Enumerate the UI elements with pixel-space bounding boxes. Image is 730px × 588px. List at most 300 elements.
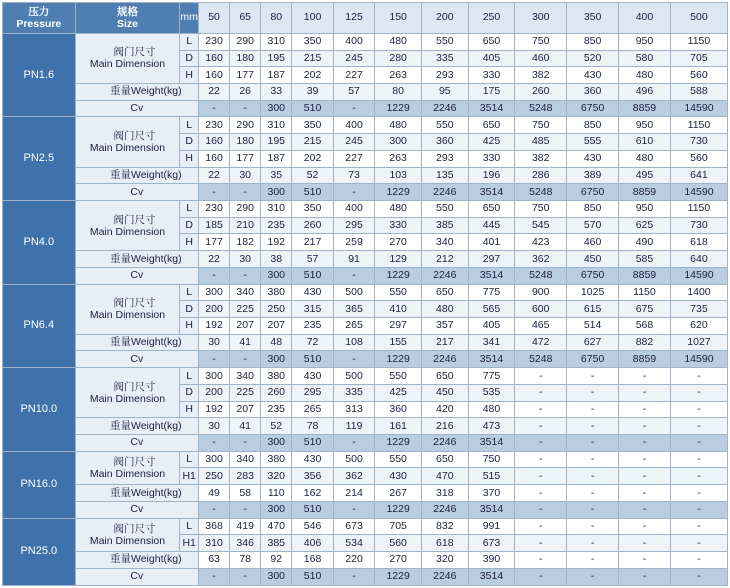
value-cell: 310 <box>261 33 292 50</box>
value-cell: 3514 <box>468 184 515 201</box>
value-cell: 850 <box>567 117 619 134</box>
value-cell: 340 <box>230 368 261 385</box>
value-cell: 200 <box>199 301 230 318</box>
value-cell: - <box>230 184 261 201</box>
value-cell: 350 <box>292 33 333 50</box>
value-cell: - <box>199 435 230 452</box>
value-cell: 882 <box>619 334 671 351</box>
value-cell: 730 <box>670 134 727 151</box>
dimension-code: D <box>180 217 199 234</box>
value-cell: 570 <box>567 217 619 234</box>
value-cell: 310 <box>199 535 230 552</box>
value-cell: 14590 <box>670 100 727 117</box>
value-cell: 2246 <box>421 100 468 117</box>
value-cell: 250 <box>199 468 230 485</box>
value-cell: 49 <box>199 485 230 502</box>
value-cell: 30 <box>199 334 230 351</box>
main-dimension-label <box>75 451 180 484</box>
value-cell: 650 <box>468 200 515 217</box>
value-cell: - <box>515 535 567 552</box>
value-cell: 235 <box>292 318 333 335</box>
data-row <box>3 552 728 569</box>
value-cell: 465 <box>515 318 567 335</box>
value-cell: - <box>670 435 727 452</box>
value-cell: - <box>619 535 671 552</box>
value-cell: 310 <box>261 200 292 217</box>
value-cell: 180 <box>230 50 261 67</box>
value-cell: 430 <box>567 150 619 167</box>
value-cell: 3514 <box>468 501 515 518</box>
value-cell: 5248 <box>515 267 567 284</box>
main-dimension-label-cn: 阀门尺寸 <box>113 129 156 142</box>
value-cell: 1229 <box>375 501 422 518</box>
data-row <box>3 100 728 117</box>
value-cell: 263 <box>375 150 422 167</box>
value-cell: 1400 <box>670 284 727 301</box>
value-cell: 510 <box>292 184 333 201</box>
value-cell: - <box>567 368 619 385</box>
value-cell: 473 <box>468 418 515 435</box>
value-cell: 14590 <box>670 351 727 368</box>
value-cell: 293 <box>421 150 468 167</box>
dimension-code: D <box>180 50 199 67</box>
value-cell: 210 <box>230 217 261 234</box>
value-cell: 330 <box>468 150 515 167</box>
value-cell: 425 <box>375 384 422 401</box>
value-cell: 91 <box>333 251 374 268</box>
spec-table-body <box>3 3 728 586</box>
value-cell: 362 <box>515 251 567 268</box>
value-cell: - <box>199 568 230 585</box>
value-cell: - <box>567 501 619 518</box>
value-cell: 160 <box>199 134 230 151</box>
data-row <box>3 568 728 585</box>
value-cell: - <box>567 568 619 585</box>
value-cell: 580 <box>619 50 671 67</box>
main-dimension-label-en: Main Dimension <box>89 392 166 405</box>
value-cell: - <box>567 384 619 401</box>
value-cell: - <box>619 418 671 435</box>
value-cell: 545 <box>515 217 567 234</box>
value-cell: 30 <box>230 251 261 268</box>
value-cell: 510 <box>292 100 333 117</box>
value-cell: 215 <box>292 50 333 67</box>
main-dimension-label-cn: 阀门尺寸 <box>113 213 156 226</box>
value-cell: 216 <box>421 418 468 435</box>
main-dimension-label <box>75 33 180 83</box>
value-cell: - <box>230 351 261 368</box>
dimension-code: H <box>180 401 199 418</box>
value-cell: 730 <box>670 217 727 234</box>
value-cell: - <box>515 468 567 485</box>
value-cell: 340 <box>230 451 261 468</box>
value-cell: 650 <box>421 451 468 468</box>
value-cell: 39 <box>292 83 333 100</box>
value-cell: - <box>670 401 727 418</box>
value-cell: 430 <box>292 284 333 301</box>
value-cell: 195 <box>261 50 292 67</box>
value-cell: - <box>670 518 727 535</box>
value-cell: 495 <box>619 167 671 184</box>
value-cell: 485 <box>515 134 567 151</box>
value-cell: 22 <box>199 167 230 184</box>
value-cell: 568 <box>619 318 671 335</box>
value-cell: - <box>515 384 567 401</box>
value-cell: 300 <box>261 568 292 585</box>
value-cell: 450 <box>567 251 619 268</box>
value-cell: 585 <box>619 251 671 268</box>
value-cell: 8859 <box>619 267 671 284</box>
value-cell: 119 <box>333 418 374 435</box>
weight-label: 重量Weight(kg) <box>75 485 198 502</box>
main-dimension-label <box>75 117 180 167</box>
value-cell: 385 <box>261 535 292 552</box>
main-dimension-label-cn: 阀门尺寸 <box>113 522 156 535</box>
value-cell: 1150 <box>670 117 727 134</box>
value-cell: 5248 <box>515 184 567 201</box>
value-cell: 510 <box>292 568 333 585</box>
value-cell: 490 <box>619 234 671 251</box>
data-row <box>3 501 728 518</box>
value-cell: 500 <box>333 451 374 468</box>
value-cell: - <box>199 351 230 368</box>
value-cell: 380 <box>261 284 292 301</box>
value-cell: 735 <box>670 301 727 318</box>
value-cell: 560 <box>670 150 727 167</box>
value-cell: 182 <box>230 234 261 251</box>
value-cell: 510 <box>292 501 333 518</box>
value-cell: - <box>515 401 567 418</box>
value-cell: 260 <box>261 384 292 401</box>
value-cell: 196 <box>468 167 515 184</box>
value-cell: 425 <box>468 134 515 151</box>
value-cell: - <box>670 485 727 502</box>
value-cell: 480 <box>468 401 515 418</box>
value-cell: 6750 <box>567 351 619 368</box>
value-cell: 300 <box>261 435 292 452</box>
dimension-code: H <box>180 234 199 251</box>
value-cell: 360 <box>375 401 422 418</box>
value-cell: 177 <box>230 67 261 84</box>
value-cell: 705 <box>375 518 422 535</box>
value-cell: 207 <box>230 401 261 418</box>
value-cell: 510 <box>292 351 333 368</box>
weight-label: 重量Weight(kg) <box>75 552 198 569</box>
value-cell: 850 <box>567 33 619 50</box>
value-cell: 293 <box>421 67 468 84</box>
value-cell: 850 <box>567 200 619 217</box>
value-cell: - <box>199 501 230 518</box>
value-cell: 600 <box>515 301 567 318</box>
value-cell: 245 <box>333 134 374 151</box>
value-cell: - <box>567 535 619 552</box>
value-cell: 270 <box>375 552 422 569</box>
cv-label: Cv <box>75 100 198 117</box>
value-cell: 673 <box>333 518 374 535</box>
data-row <box>3 117 728 134</box>
value-cell: 2246 <box>421 501 468 518</box>
value-cell: - <box>670 501 727 518</box>
value-cell: 430 <box>292 368 333 385</box>
value-cell: 38 <box>261 251 292 268</box>
data-row <box>3 368 728 385</box>
main-dimension-label-en: Main Dimension <box>89 534 166 547</box>
value-cell: 300 <box>199 451 230 468</box>
value-cell: 2246 <box>421 184 468 201</box>
value-cell: - <box>619 451 671 468</box>
value-cell: 283 <box>230 468 261 485</box>
value-cell: 618 <box>421 535 468 552</box>
value-cell: 160 <box>199 150 230 167</box>
main-dimension-label-cn: 阀门尺寸 <box>113 297 156 310</box>
value-cell: 300 <box>261 351 292 368</box>
value-cell: 380 <box>261 451 292 468</box>
value-cell: 220 <box>333 552 374 569</box>
value-cell: 500 <box>333 284 374 301</box>
value-cell: 260 <box>515 83 567 100</box>
data-row <box>3 334 728 351</box>
value-cell: 470 <box>421 468 468 485</box>
value-cell: 41 <box>230 418 261 435</box>
size-column-header: 65 <box>230 3 261 34</box>
main-dimension-label-en: Main Dimension <box>89 141 166 154</box>
value-cell: - <box>515 518 567 535</box>
data-row <box>3 351 728 368</box>
value-cell: 368 <box>199 518 230 535</box>
value-cell: 1229 <box>375 267 422 284</box>
value-cell: 110 <box>261 485 292 502</box>
value-cell: 410 <box>375 301 422 318</box>
cv-label: Cv <box>75 435 198 452</box>
value-cell: 187 <box>261 150 292 167</box>
main-dimension-label <box>75 200 180 250</box>
value-cell: 2246 <box>421 351 468 368</box>
value-cell: 620 <box>670 318 727 335</box>
value-cell: 230 <box>199 117 230 134</box>
value-cell: 26 <box>230 83 261 100</box>
value-cell: 627 <box>567 334 619 351</box>
value-cell: 207 <box>230 318 261 335</box>
value-cell: 480 <box>375 117 422 134</box>
value-cell: - <box>199 184 230 201</box>
value-cell: 260 <box>292 217 333 234</box>
value-cell: 80 <box>375 83 422 100</box>
value-cell: 5248 <box>515 351 567 368</box>
value-cell: 775 <box>468 284 515 301</box>
value-cell: 650 <box>468 117 515 134</box>
value-cell: 520 <box>567 50 619 67</box>
value-cell: 419 <box>230 518 261 535</box>
value-cell: 175 <box>468 83 515 100</box>
value-cell: 202 <box>292 150 333 167</box>
data-row <box>3 518 728 535</box>
value-cell: 625 <box>619 217 671 234</box>
value-cell: 515 <box>468 468 515 485</box>
data-row <box>3 200 728 217</box>
value-cell: 430 <box>292 451 333 468</box>
pressure-cell: PN25.0 <box>3 518 76 585</box>
value-cell: 1027 <box>670 334 727 351</box>
data-row <box>3 267 728 284</box>
value-cell: 78 <box>230 552 261 569</box>
value-cell: 227 <box>333 67 374 84</box>
value-cell: 41 <box>230 334 261 351</box>
dimension-code: D <box>180 384 199 401</box>
value-cell: 750 <box>515 117 567 134</box>
value-cell: 514 <box>567 318 619 335</box>
value-cell: 6750 <box>567 267 619 284</box>
size-column-header: 500 <box>670 3 727 34</box>
weight-label: 重量Weight(kg) <box>75 334 198 351</box>
value-cell: 650 <box>421 368 468 385</box>
main-dimension-label-cn: 阀门尺寸 <box>113 455 156 468</box>
value-cell: 550 <box>421 200 468 217</box>
cv-label: Cv <box>75 267 198 284</box>
value-cell: 340 <box>230 284 261 301</box>
data-row <box>3 451 728 468</box>
value-cell: 330 <box>375 217 422 234</box>
size-column-header: 100 <box>292 3 333 34</box>
value-cell: 445 <box>468 217 515 234</box>
value-cell: 1025 <box>567 284 619 301</box>
value-cell: 30 <box>199 418 230 435</box>
value-cell: 480 <box>375 33 422 50</box>
value-cell: - <box>515 418 567 435</box>
value-cell: 2246 <box>421 435 468 452</box>
value-cell: 58 <box>230 485 261 502</box>
value-cell: - <box>567 401 619 418</box>
main-dimension-label-en: Main Dimension <box>89 225 166 238</box>
value-cell: 192 <box>199 318 230 335</box>
size-column-header: 125 <box>333 3 374 34</box>
value-cell: 950 <box>619 200 671 217</box>
value-cell: 270 <box>375 234 422 251</box>
value-cell: 217 <box>421 334 468 351</box>
value-cell: 832 <box>421 518 468 535</box>
value-cell: 22 <box>199 251 230 268</box>
value-cell: 8859 <box>619 351 671 368</box>
value-cell: 430 <box>567 67 619 84</box>
value-cell: 496 <box>619 83 671 100</box>
value-cell: - <box>333 568 374 585</box>
cv-label: Cv <box>75 501 198 518</box>
cv-label: Cv <box>75 568 198 585</box>
value-cell: 78 <box>292 418 333 435</box>
size-header-en: Size <box>116 17 138 30</box>
value-cell: 202 <box>292 67 333 84</box>
value-cell: 1229 <box>375 351 422 368</box>
value-cell: 315 <box>292 301 333 318</box>
value-cell: 330 <box>468 67 515 84</box>
value-cell: 200 <box>199 384 230 401</box>
value-cell: 129 <box>375 251 422 268</box>
value-cell: 3514 <box>468 351 515 368</box>
value-cell: 235 <box>261 401 292 418</box>
dimension-code: L <box>180 200 199 217</box>
value-cell: 950 <box>619 33 671 50</box>
value-cell: 370 <box>468 485 515 502</box>
value-cell: 295 <box>333 217 374 234</box>
value-cell: 318 <box>421 485 468 502</box>
dimension-code: H <box>180 150 199 167</box>
value-cell: 335 <box>333 384 374 401</box>
data-row <box>3 167 728 184</box>
value-cell: 30 <box>230 167 261 184</box>
size-column-header: 50 <box>199 3 230 34</box>
pressure-cell: PN16.0 <box>3 451 76 518</box>
value-cell: 546 <box>292 518 333 535</box>
value-cell: 57 <box>292 251 333 268</box>
pressure-cell: PN6.4 <box>3 284 76 368</box>
pressure-header <box>3 3 76 34</box>
value-cell: - <box>567 485 619 502</box>
value-cell: 185 <box>199 217 230 234</box>
value-cell: - <box>333 267 374 284</box>
value-cell: 300 <box>375 134 422 151</box>
dimension-code: L <box>180 368 199 385</box>
dimension-code: L <box>180 117 199 134</box>
value-cell: 362 <box>333 468 374 485</box>
value-cell: 235 <box>261 217 292 234</box>
value-cell: - <box>515 501 567 518</box>
value-cell: 14590 <box>670 267 727 284</box>
dimension-code: L <box>180 518 199 535</box>
value-cell: 2246 <box>421 568 468 585</box>
value-cell: 108 <box>333 334 374 351</box>
value-cell: 195 <box>261 134 292 151</box>
value-cell: 389 <box>567 167 619 184</box>
value-cell: - <box>567 451 619 468</box>
value-cell: - <box>619 552 671 569</box>
value-cell: 618 <box>670 234 727 251</box>
value-cell: 555 <box>567 134 619 151</box>
value-cell: 3514 <box>468 100 515 117</box>
value-cell: 155 <box>375 334 422 351</box>
value-cell: 52 <box>261 418 292 435</box>
value-cell: 750 <box>515 200 567 217</box>
unit-header: mm <box>180 3 199 34</box>
value-cell: 6750 <box>567 184 619 201</box>
value-cell: 14590 <box>670 184 727 201</box>
value-cell: - <box>333 435 374 452</box>
value-cell: 57 <box>333 83 374 100</box>
value-cell: - <box>515 485 567 502</box>
value-cell: 92 <box>261 552 292 569</box>
value-cell: 900 <box>515 284 567 301</box>
value-cell: 63 <box>199 552 230 569</box>
value-cell: 177 <box>230 150 261 167</box>
value-cell: 300 <box>199 284 230 301</box>
value-cell: - <box>619 568 671 585</box>
value-cell: - <box>199 100 230 117</box>
value-cell: - <box>230 435 261 452</box>
value-cell: 161 <box>375 418 422 435</box>
value-cell: - <box>670 535 727 552</box>
value-cell: 227 <box>333 150 374 167</box>
value-cell: 230 <box>199 33 230 50</box>
value-cell: 360 <box>567 83 619 100</box>
value-cell: - <box>670 368 727 385</box>
main-dimension-label-cn: 阀门尺寸 <box>113 46 156 59</box>
value-cell: - <box>670 384 727 401</box>
value-cell: 259 <box>333 234 374 251</box>
value-cell: 357 <box>421 318 468 335</box>
value-cell: 230 <box>199 200 230 217</box>
value-cell: 380 <box>261 368 292 385</box>
value-cell: 290 <box>230 200 261 217</box>
value-cell: 295 <box>292 384 333 401</box>
value-cell: 265 <box>333 318 374 335</box>
